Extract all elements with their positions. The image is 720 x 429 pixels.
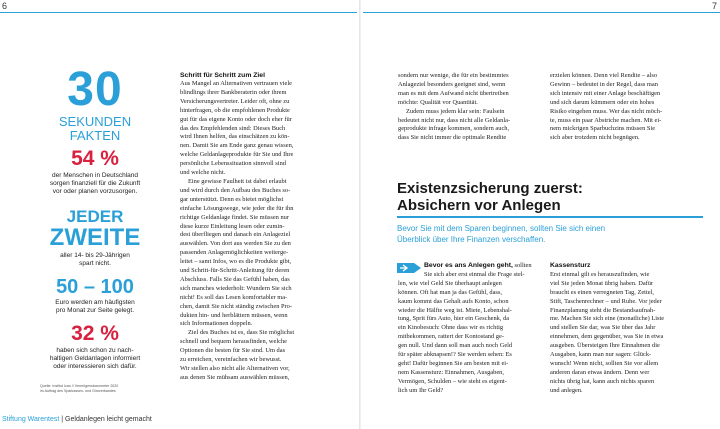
text-line: nichts übrig hat, kann auch nichts sparen: [550, 377, 655, 385]
col2-paragraph-2: [180, 178, 348, 329]
fact4-value: 32 %: [71, 322, 119, 345]
text-line: nem mickrigen Sparbuchzins müssen Sie: [550, 125, 656, 133]
text-line: und anlegen.: [550, 386, 583, 394]
text-line: Ziel des Buches ist es, dass Sie möglichst: [188, 329, 295, 337]
page-number-left: 6: [2, 1, 8, 11]
top-rule-right: [363, 12, 720, 13]
text-line: hinterfragen, ob die empfohlenen Produkte: [180, 106, 290, 114]
lead-in-bold: Bevor es ans Anlegen geht,: [424, 262, 513, 269]
text-line: persönliche Lebenssituation sinnvoll sind: [180, 160, 286, 168]
text-line: und wird durch den Aufbau des Buches so-: [180, 186, 291, 194]
text-line: und sich darum kümmern oder ein hohes: [550, 98, 655, 106]
text-line: dass Sie nicht immer die optimale Rendite: [398, 134, 507, 142]
text-line: geht! Dafür beginnen Sie am besten mit ei-: [398, 359, 509, 367]
fact3-line: Euro werden am häufigsten: [55, 299, 135, 306]
text-line: len, wie viel Geld Sie überhaupt anlegen: [398, 279, 502, 287]
section-lead: [397, 224, 707, 245]
section-heading-line: Existenzsicherung zuerst:: [397, 180, 583, 197]
text-line: möchte: Qualität vor Quantität.: [398, 98, 478, 106]
fact2-text: [38, 252, 152, 268]
text-line: Stift, Taschenrechner – und Ruhe. Vor jeder: [550, 297, 662, 305]
page-fold: [359, 0, 361, 429]
text-line: sondern nur wenige, die für ein bestimmtes: [398, 72, 509, 79]
text-line: und stellen Sie dar, was Sie über das Jahr: [550, 324, 656, 332]
col4-bottom-text: [550, 262, 700, 396]
text-line: Optionen die besten für Sie sind. Um das: [180, 347, 286, 355]
kassensturz-heading: Kassensturz: [550, 262, 591, 269]
fact1-line: der Menschen in Deutschland: [52, 172, 138, 179]
text-line: wieder die Hälfte weg ist. Miete, Lebenshal-: [398, 306, 512, 314]
page-number-right: 7: [711, 1, 717, 11]
text-line: richtige Geldanlage findet. Sie müssen nur: [180, 213, 289, 221]
fact1-line: vor oder planen vorzusorgen.: [52, 188, 138, 195]
col2-paragraph-1: [180, 80, 348, 178]
fact1-value: 54 %: [71, 147, 119, 170]
text-line: Anlageziel besonders geeignet sind, wenn: [398, 80, 506, 88]
text-line: tung, Sprit fürs Auto, hier ein Geschenk, da: [398, 315, 510, 323]
text-line: Finanzplanung steht die Bestandsaufnah-: [550, 306, 656, 314]
fact3-text: [38, 299, 152, 315]
text-line: zu erreichen, vereinfachen wir bewusst.: [180, 356, 282, 364]
text-line: passenden Anlagemöglichkeiten weiterge-: [180, 249, 289, 257]
fact1-text: [38, 172, 152, 196]
text-line: Versicherungsvertreter. Leider oft, ohne zu: [180, 97, 290, 105]
text-line: Ausgaben, kann man nur sagen: Glück-: [550, 351, 652, 359]
facts-source: [40, 384, 160, 394]
text-line: sich aber trotzdem nicht begnügen.: [550, 134, 640, 142]
fact3-value: 50 – 100: [56, 276, 134, 298]
text-line: dukten hin- und herblättern müssen, wenn: [180, 311, 288, 319]
footer-separator: |: [59, 416, 66, 423]
section-lead-line: Bevor Sie mit dem Sparen beginnen, sollten Sie sich einen: [397, 224, 606, 233]
text-line: aus denen Sie mühsam auswählen müssen,: [180, 373, 290, 381]
text-line: Gewinn – bedeutet in der Regel, dass man: [550, 80, 658, 88]
fact4-line: haben sich schon zu nach-: [56, 347, 134, 354]
section-heading: [397, 180, 707, 214]
footer-brand: Stiftung Warentest: [2, 416, 60, 423]
text-line: diese kurze Einleitung lesen oder zumin-: [180, 222, 285, 230]
text-line: und welche nicht.: [180, 169, 226, 177]
text-line: blindlings ihrer Bankberaterin oder ihrem: [180, 88, 287, 96]
facts-source-line: Quelle: Institut Ican // Vermögensbarometer 2020: [40, 384, 119, 388]
text-line: lich um Ihr Geld?: [398, 386, 444, 394]
section-rule: [397, 216, 703, 218]
text-line: erzielen können. Denn viel Rendite – also: [550, 72, 658, 79]
facts-source-line: im Auftrag des Sparkassen- und Giroverbandes: [40, 389, 116, 393]
text-line: viel Sie jeden Monat übrig haben. Dafür: [550, 279, 654, 287]
text-line: Risiko eingehen muss. Wer das nicht möch-: [550, 107, 663, 115]
fact3-line: pro Monat zur Seite gelegt.: [55, 307, 135, 314]
lead-in-rest: sollten: [512, 262, 532, 269]
text-line: welche Geldanlageprodukte für Sie und Ihre: [180, 151, 294, 159]
page-footer: [2, 416, 152, 423]
text-line: braucht es einen verregneten Tag, Zettel,: [550, 288, 654, 296]
fact4-line: haltigen Geldanlagen informiert: [49, 355, 141, 362]
text-line: Eine gewisse Faulheit ist dabei erlaubt: [188, 177, 287, 185]
top-rule-left: [0, 12, 357, 13]
text-line: te, muss ein paar Abstriche machen. Mit ei-: [550, 116, 662, 124]
facts-title-line1: SEKUNDEN: [58, 114, 132, 129]
text-line: gar unterstützt. Denn es bietet möglichst: [180, 195, 284, 203]
text-line: man es mit dem Aufwand nicht übertreiben: [398, 89, 509, 97]
fact1-line: sorgen finanziell für die Zukunft: [49, 180, 141, 187]
text-line: kaum kommt das Gehalt aufs Konto, schon: [398, 297, 509, 305]
text-line: Zudem muss jedem klar sein: Faulsein: [406, 107, 505, 115]
column-left-text: [180, 72, 348, 383]
text-line: leitet – samt Infos, wo es die Produkte gibt,: [180, 258, 292, 266]
text-line: ein Kinobesuch: Ohne dass wir es richtig: [398, 324, 504, 332]
text-line: mitbekommen, rattert der Kontostand ge-: [398, 333, 504, 341]
col4-top-text: [550, 72, 700, 143]
col2-paragraph-3: [180, 329, 348, 382]
facts-title-line2: FAKTEN: [69, 128, 121, 143]
text-line: sich intensiv mit einer Anlage beschäftigen: [550, 89, 661, 97]
text-line: gut für das eigene Konto oder doch eher für: [180, 115, 292, 123]
text-line: Abschluss. Falls Sie das Gefühl haben, das: [180, 275, 290, 283]
footer-title: Geldanlegen leicht gemacht: [65, 416, 152, 423]
facts-big-number: 30: [67, 63, 123, 116]
text-line: nicht! Es soll das Lesen komfortabler ma-: [180, 293, 288, 301]
text-line: nen. Damit Sie am Ende ganz genau wissen,: [180, 142, 294, 150]
fact2-line: spart nicht.: [79, 260, 111, 267]
text-line: wird Ihnen helfen, das einschätzen zu kön-: [180, 133, 290, 141]
text-line: gen null. Und dann soll man auch noch Geld: [398, 342, 513, 350]
text-line: me. Machen Sie sich eine (monatliche) Liste: [550, 315, 665, 323]
section-heading-schritt: Schritt für Schritt zum Ziel: [180, 72, 265, 79]
text-line: für später abknapsen!? Sie werden sehen: Es: [398, 351, 512, 359]
text-line: [398, 262, 548, 271]
text-line: Wir stellen also nicht alle Alternativen vor,: [180, 365, 290, 372]
text-line: dest überfliegen und danach ein Anlageziel: [180, 231, 291, 239]
text-line: können. Oft hat man ja das Gefühl, dass,: [398, 288, 503, 296]
text-line: und Schritt-für-Schritt-Anleitung für deren: [180, 267, 290, 275]
fact2-line2: ZWEITE: [49, 224, 141, 251]
section-heading-line: Absichern vor Anlegen: [397, 197, 561, 214]
col3-top-text: [398, 72, 546, 143]
fact2-line1: JEDER: [66, 207, 124, 226]
text-line: schnell und bequem herausfinden, welche: [180, 338, 288, 346]
text-line: sich Informationen doppeln.: [180, 320, 253, 328]
col3-bottom-text: [398, 262, 548, 396]
section-lead-line: Überblick über Ihre Finanzen verschaffen.: [397, 234, 546, 244]
text-line: wunsch! Wenn nicht, sollten Sie vor allem: [550, 359, 659, 367]
text-line: Sie sich aber erst einmal die Frage stel-: [424, 270, 525, 278]
text-line: bedeutet nicht nur, dass nicht alle Geldanla-: [398, 116, 511, 124]
text-line: ausgeben. Übersteigen Ihre Einnahmen die: [550, 342, 660, 350]
text-line: nem Kassensturz: Einnahmen, Ausgaben,: [398, 368, 504, 376]
text-line: einfache Lösungswege, wie jeder die für ihn: [180, 204, 294, 212]
fact2-line: aller 14- bis 29-Jährigen: [60, 252, 130, 259]
text-line: sich manches wiederholt: Wundern Sie sich: [180, 284, 292, 292]
text-line: auswählen. Von dort aus werden Sie zu den: [180, 240, 291, 248]
fact4-text: [38, 347, 152, 371]
text-line: Aus Mangel an Alternativen vertrauen viele: [180, 80, 292, 87]
text-line: einnehmen, dem gegenüber, was Sie in etwa: [550, 333, 664, 341]
text-line: Vermögen, Schulden – wie steht es eigent-: [398, 377, 507, 385]
text-line: das des Empfehlenden sind: Dieses Buch: [180, 124, 286, 132]
fact4-line: oder interessieren sich dafür.: [53, 363, 137, 370]
text-line: chen, damit Sie nicht ständig zwischen Pro-: [180, 302, 292, 310]
text-line: Erst einmal gilt es herauszufinden, wie: [550, 270, 650, 278]
text-line: geprodukte infrage kommen, sondern auch,: [398, 125, 510, 133]
text-line: anderen daran etwas ändern. Denn wer: [550, 368, 650, 376]
